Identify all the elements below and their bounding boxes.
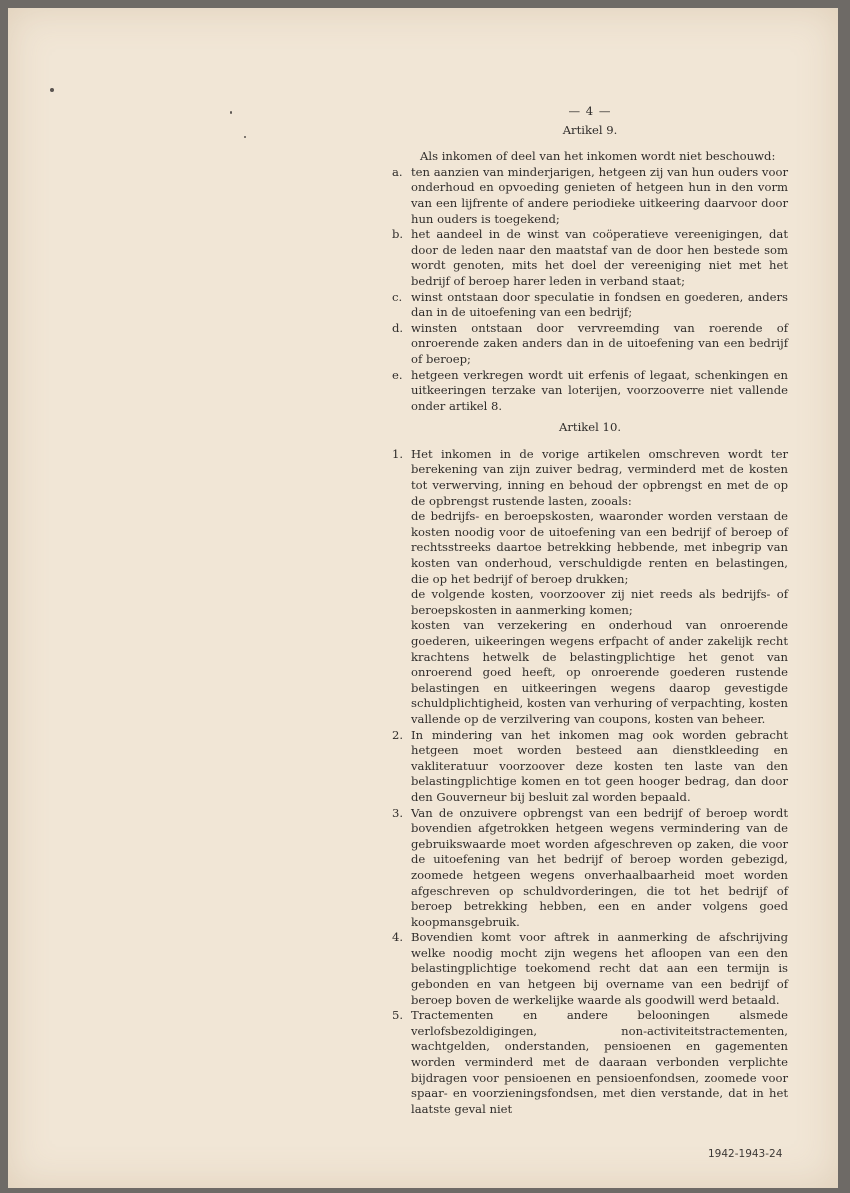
item-marker: 4.	[392, 930, 404, 945]
item-subclause: de volgende kosten, voorzoover zij niet reeds als bedrijfs- of beroepskosten in aanmerking komen;	[411, 587, 788, 617]
item-body	[411, 447, 788, 728]
article-10-item	[392, 447, 788, 728]
list-item	[392, 806, 788, 931]
item-marker: c.	[392, 289, 403, 304]
item-marker: b.	[392, 227, 404, 242]
footer-code: 1942-1943-24	[708, 1148, 783, 1160]
item-marker: 1.	[392, 446, 404, 461]
item-text: Tractementen en andere belooningen alsmede verlofsbezoldigingen, non-activiteitstractementen, wachtgelden, onderstanden, pensioenen en gagementen worden verminderd met de daaraan verbonden verplichte bijdragen voor pensioenen en pensioenfondsen, zoomede voor spaar- en voorzieningsfondsen, met dien verstande, dat in het laatste geval niet	[411, 1008, 788, 1116]
article-9-intro: Als inkomen of deel van het inkomen wordt niet beschouwd:	[420, 149, 776, 164]
item-text: Bovendien komt voor aftrek in aanmerking de afschrijving welke noodig mocht zijn wegens het afloopen van een den belastingplichtige toekomend recht dat aan een termijn is gebonden en van hetgeen bij overname van een bedrijf of beroep boven de werkelijke waarde als goodwill werd betaald.	[411, 930, 788, 1007]
article-10-heading: Artikel 10.	[559, 420, 621, 435]
item-subclause: de bedrijfs- en beroepskosten, waaronder worden verstaan de kosten noodig voor de uitoefening van een bedrijf of beroep of rechtsstreeks daartoe betrekking hebbende, met inbegrip van kosten van onderhoud, verschuldigde renten en belastingen, die op het bedrijf of beroep drukken;	[411, 509, 788, 586]
item-marker: 2.	[392, 727, 404, 742]
item-text: het aandeel in de winst van coöperatieve vereenigingen, dat door de leden naar den maatstaf van de door hen bestede som wordt genoten, mits het doel der vereeniging niet met het bedrijf of beroep harer leden in verband staat;	[411, 227, 788, 288]
list-item	[392, 165, 788, 227]
item-text: winst ontstaan door speculatie in fondsen en goederen, anders dan in de uitoefening van een bedrijf;	[411, 289, 788, 320]
list-item	[392, 321, 788, 368]
item-text: winsten ontstaan door vervreemding van roerende of onroerende zaken anders dan in de uitoefening van een bedrijf of beroep;	[411, 320, 788, 366]
paper-speck	[230, 111, 232, 114]
item-text: Van de onzuivere opbrengst van een bedrijf of beroep wordt bovendien afgetrokken hetgeen wegens vermindering van de gebruikswaarde moet worden afgeschreven op zaken, die voor de uitoefening van het bedrijf of beroep worden gebezigd, zoomede hetgeen wegens onverhaalbaarheid moet worden afgeschreven op schuldvorderingen, die tot het bedrijf of beroep betrekking hebben, een en ander volgens goed koopmansgebruik.	[411, 805, 788, 929]
paper-speck	[244, 136, 246, 138]
article-10-list	[392, 728, 788, 1118]
item-marker: 5.	[392, 1008, 404, 1023]
item-marker: e.	[392, 367, 403, 382]
item-marker: a.	[392, 164, 403, 179]
list-item	[392, 728, 788, 806]
item-marker: d.	[392, 320, 404, 335]
item-text: Het inkomen in de vorige artikelen omschreven wordt ter berekening van zijn zuiver bedrag, verminderd met de kosten tot verwerving, inning en behoud der opbrengst en met de op de opbrengst rustende lasten, zooals:	[411, 446, 788, 508]
list-item	[392, 227, 788, 289]
item-text: hetgeen verkregen wordt uit erfenis of legaat, schenkingen en uitkeeringen terzake van loterijen, voorzooverre niet vallende onder artikel 8.	[411, 367, 788, 413]
page-number: — 4 —	[568, 104, 612, 118]
item-marker: 3.	[392, 805, 404, 820]
item-text: In mindering van het inkomen mag ook worden gebracht hetgeen moet worden besteed aan dienstkleeding en vakliteratuur voorzoover deze kosten ten laste van den belastingplichtige komen en tot geen hooger bedrag, dan door den Gouverneur bij besluit zal worden bepaald.	[411, 727, 788, 804]
article-9-list	[392, 165, 788, 415]
text-column	[392, 104, 788, 1117]
list-item	[392, 930, 788, 1008]
list-item	[392, 1008, 788, 1117]
list-item	[392, 368, 788, 415]
article-9-heading: Artikel 9.	[562, 122, 618, 137]
paper-speck	[50, 88, 54, 92]
document-page	[8, 8, 838, 1188]
item-subclause: kosten van verzekering en onderhoud van onroerende goederen, uikeeringen wegens erfpacht of ander zakelijk recht krachtens hetwelk de belastingplichtige het genot van onroerend goed heeft, op onroerende goederen rustende belastingen en uitkeeringen wegens daarop gevestigde schuldplichtigheid, kosten van verhuring of verpachting, kosten vallende op de verzilvering van coupons, kosten van beheer.	[411, 618, 788, 726]
list-item	[392, 290, 788, 321]
item-text: ten aanzien van minderjarigen, hetgeen zij van hun ouders voor onderhoud en opvoeding genieten of hetgeen hun in den vorm van een lijfrente of andere periodieke uitkeering daarvoor door hun ouders is toegekend;	[411, 164, 788, 226]
